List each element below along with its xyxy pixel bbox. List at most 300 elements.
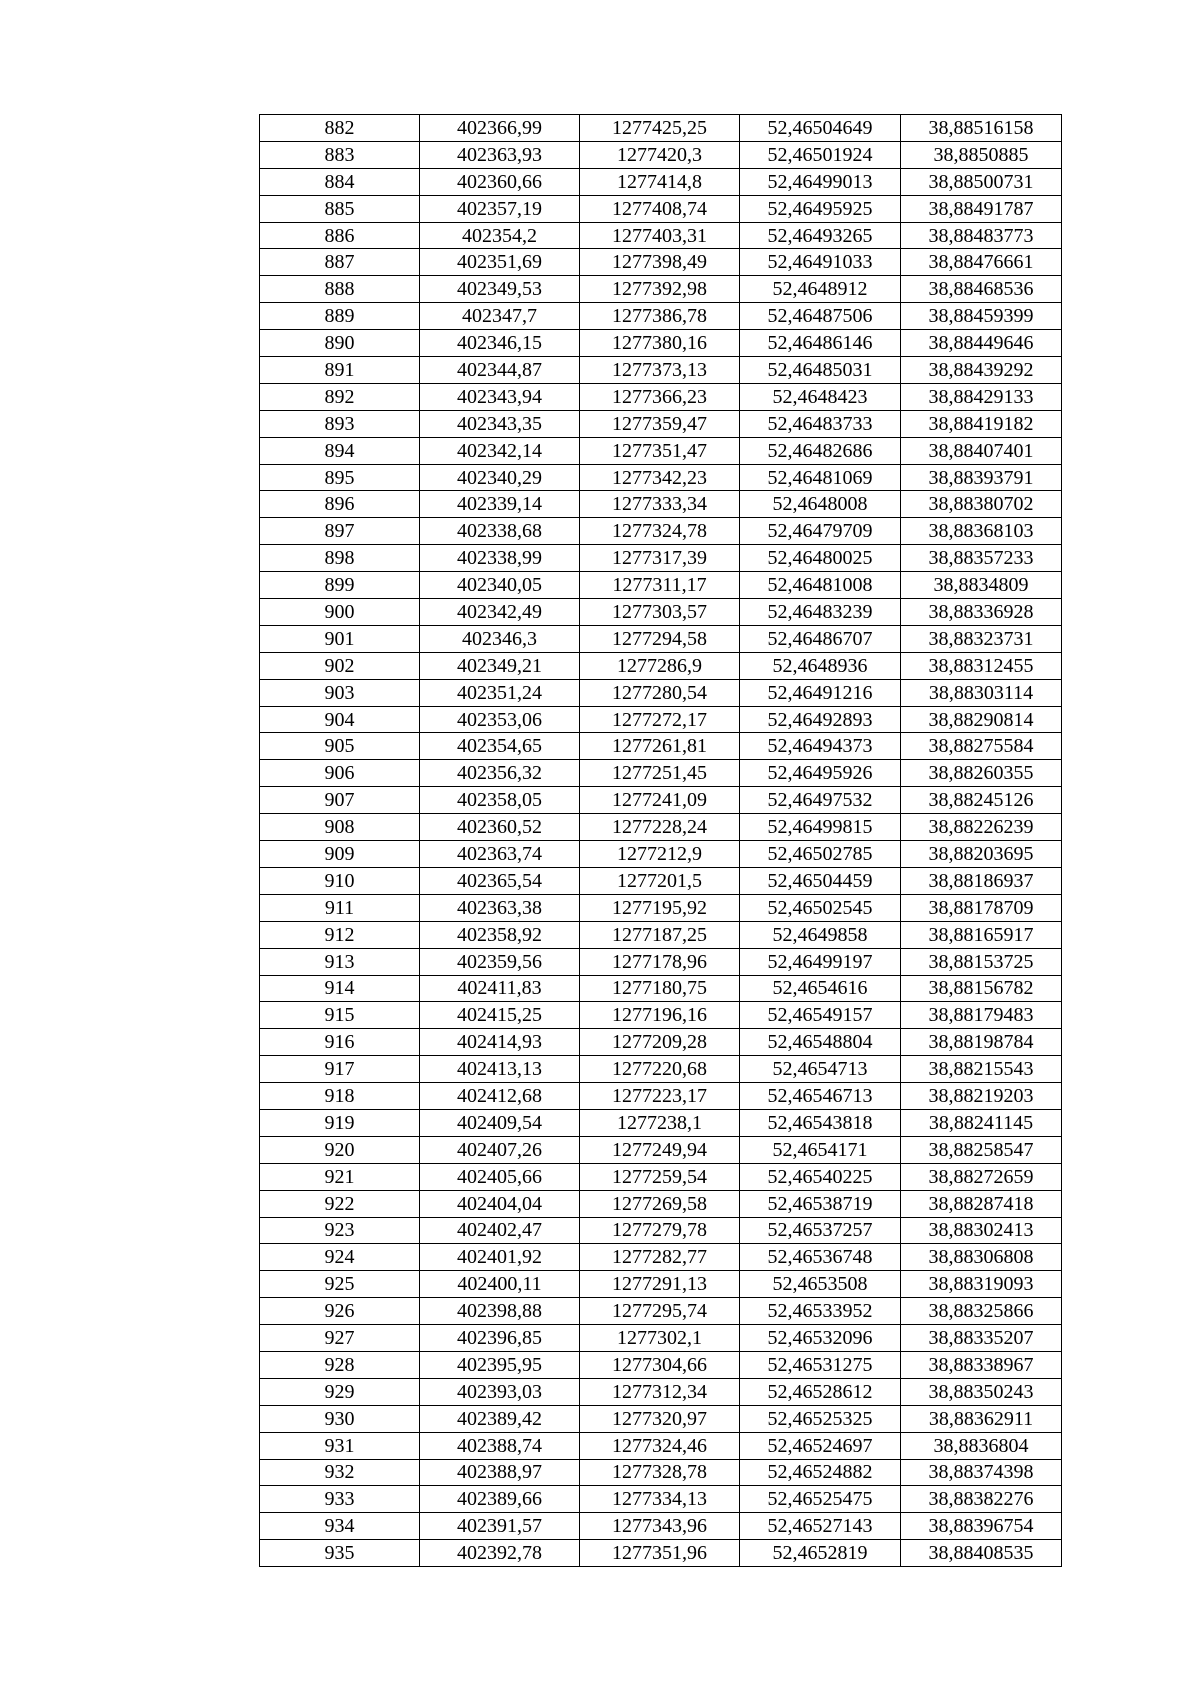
- longitude-cell: 38,88407401: [901, 437, 1062, 464]
- latitude-cell: 52,46499013: [740, 168, 901, 195]
- x-coordinate-cell: 402412,68: [420, 1083, 580, 1110]
- y-coordinate-cell: 1277320,97: [580, 1405, 740, 1432]
- longitude-cell: 38,88408535: [901, 1540, 1062, 1567]
- y-coordinate-cell: 1277317,39: [580, 545, 740, 572]
- point-number-cell: 899: [260, 572, 420, 599]
- longitude-cell: 38,88323731: [901, 625, 1062, 652]
- table-row: [260, 1163, 1062, 1190]
- latitude-cell: 52,4654616: [740, 975, 901, 1002]
- table-row: [260, 1029, 1062, 1056]
- y-coordinate-cell: 1277195,92: [580, 894, 740, 921]
- latitude-cell: 52,46524882: [740, 1459, 901, 1486]
- latitude-cell: 52,46485031: [740, 357, 901, 384]
- y-coordinate-cell: 1277343,96: [580, 1513, 740, 1540]
- table-row: [260, 357, 1062, 384]
- point-number-cell: 920: [260, 1136, 420, 1163]
- latitude-cell: 52,46525475: [740, 1486, 901, 1513]
- table-row: [260, 1083, 1062, 1110]
- table-row: [260, 168, 1062, 195]
- point-number-cell: 888: [260, 276, 420, 303]
- table-row: [260, 572, 1062, 599]
- y-coordinate-cell: 1277228,24: [580, 814, 740, 841]
- longitude-cell: 38,8836804: [901, 1432, 1062, 1459]
- point-number-cell: 914: [260, 975, 420, 1002]
- x-coordinate-cell: 402351,69: [420, 249, 580, 276]
- longitude-cell: 38,8834809: [901, 572, 1062, 599]
- longitude-cell: 38,88429133: [901, 383, 1062, 410]
- table-row: [260, 841, 1062, 868]
- y-coordinate-cell: 1277302,1: [580, 1325, 740, 1352]
- longitude-cell: 38,88226239: [901, 814, 1062, 841]
- latitude-cell: 52,46531275: [740, 1351, 901, 1378]
- latitude-cell: 52,46543818: [740, 1109, 901, 1136]
- x-coordinate-cell: 402398,88: [420, 1298, 580, 1325]
- latitude-cell: 52,46482686: [740, 437, 901, 464]
- table-row: [260, 625, 1062, 652]
- latitude-cell: 52,46533952: [740, 1298, 901, 1325]
- table-row: [260, 195, 1062, 222]
- latitude-cell: 52,46502785: [740, 841, 901, 868]
- x-coordinate-cell: 402339,14: [420, 491, 580, 518]
- y-coordinate-cell: 1277408,74: [580, 195, 740, 222]
- table-row: [260, 410, 1062, 437]
- point-number-cell: 916: [260, 1029, 420, 1056]
- x-coordinate-cell: 402405,66: [420, 1163, 580, 1190]
- y-coordinate-cell: 1277380,16: [580, 330, 740, 357]
- x-coordinate-cell: 402415,25: [420, 1002, 580, 1029]
- longitude-cell: 38,88186937: [901, 867, 1062, 894]
- x-coordinate-cell: 402411,83: [420, 975, 580, 1002]
- x-coordinate-cell: 402349,53: [420, 276, 580, 303]
- table-row: [260, 1405, 1062, 1432]
- table-row: [260, 894, 1062, 921]
- table-row: [260, 652, 1062, 679]
- longitude-cell: 38,88336928: [901, 599, 1062, 626]
- x-coordinate-cell: 402389,42: [420, 1405, 580, 1432]
- point-number-cell: 892: [260, 383, 420, 410]
- longitude-cell: 38,88178709: [901, 894, 1062, 921]
- table-row: [260, 1486, 1062, 1513]
- y-coordinate-cell: 1277209,28: [580, 1029, 740, 1056]
- point-number-cell: 915: [260, 1002, 420, 1029]
- x-coordinate-cell: 402347,7: [420, 303, 580, 330]
- x-coordinate-cell: 402340,29: [420, 464, 580, 491]
- latitude-cell: 52,46504459: [740, 867, 901, 894]
- x-coordinate-cell: 402395,95: [420, 1351, 580, 1378]
- y-coordinate-cell: 1277373,13: [580, 357, 740, 384]
- y-coordinate-cell: 1277249,94: [580, 1136, 740, 1163]
- latitude-cell: 52,46493265: [740, 222, 901, 249]
- point-number-cell: 910: [260, 867, 420, 894]
- x-coordinate-cell: 402402,47: [420, 1217, 580, 1244]
- y-coordinate-cell: 1277280,54: [580, 679, 740, 706]
- y-coordinate-cell: 1277282,77: [580, 1244, 740, 1271]
- latitude-cell: 52,46483733: [740, 410, 901, 437]
- y-coordinate-cell: 1277392,98: [580, 276, 740, 303]
- x-coordinate-cell: 402391,57: [420, 1513, 580, 1540]
- x-coordinate-cell: 402407,26: [420, 1136, 580, 1163]
- longitude-cell: 38,88382276: [901, 1486, 1062, 1513]
- point-number-cell: 918: [260, 1083, 420, 1110]
- latitude-cell: 52,46494373: [740, 733, 901, 760]
- table-row: [260, 1351, 1062, 1378]
- point-number-cell: 901: [260, 625, 420, 652]
- x-coordinate-cell: 402388,74: [420, 1432, 580, 1459]
- y-coordinate-cell: 1277351,47: [580, 437, 740, 464]
- latitude-cell: 52,4654713: [740, 1056, 901, 1083]
- x-coordinate-cell: 402343,35: [420, 410, 580, 437]
- point-number-cell: 924: [260, 1244, 420, 1271]
- latitude-cell: 52,46481069: [740, 464, 901, 491]
- y-coordinate-cell: 1277238,1: [580, 1109, 740, 1136]
- longitude-cell: 38,88374398: [901, 1459, 1062, 1486]
- longitude-cell: 38,88483773: [901, 222, 1062, 249]
- longitude-cell: 38,88179483: [901, 1002, 1062, 1029]
- table-row: [260, 141, 1062, 168]
- latitude-cell: 52,4648423: [740, 383, 901, 410]
- x-coordinate-cell: 402358,92: [420, 921, 580, 948]
- table-row: [260, 115, 1062, 142]
- table-row: [260, 814, 1062, 841]
- table-row: [260, 491, 1062, 518]
- latitude-cell: 52,46527143: [740, 1513, 901, 1540]
- x-coordinate-cell: 402360,52: [420, 814, 580, 841]
- table-row: [260, 787, 1062, 814]
- longitude-cell: 38,88306808: [901, 1244, 1062, 1271]
- y-coordinate-cell: 1277333,34: [580, 491, 740, 518]
- y-coordinate-cell: 1277342,23: [580, 464, 740, 491]
- latitude-cell: 52,46480025: [740, 545, 901, 572]
- x-coordinate-cell: 402358,05: [420, 787, 580, 814]
- table-row: [260, 249, 1062, 276]
- point-number-cell: 890: [260, 330, 420, 357]
- longitude-cell: 38,88449646: [901, 330, 1062, 357]
- point-number-cell: 896: [260, 491, 420, 518]
- longitude-cell: 38,8850885: [901, 141, 1062, 168]
- point-number-cell: 921: [260, 1163, 420, 1190]
- point-number-cell: 891: [260, 357, 420, 384]
- longitude-cell: 38,88357233: [901, 545, 1062, 572]
- table-row: [260, 733, 1062, 760]
- latitude-cell: 52,46486146: [740, 330, 901, 357]
- longitude-cell: 38,88350243: [901, 1378, 1062, 1405]
- point-number-cell: 907: [260, 787, 420, 814]
- longitude-cell: 38,88476661: [901, 249, 1062, 276]
- x-coordinate-cell: 402363,93: [420, 141, 580, 168]
- y-coordinate-cell: 1277212,9: [580, 841, 740, 868]
- y-coordinate-cell: 1277366,23: [580, 383, 740, 410]
- latitude-cell: 52,46540225: [740, 1163, 901, 1190]
- x-coordinate-cell: 402401,92: [420, 1244, 580, 1271]
- point-number-cell: 894: [260, 437, 420, 464]
- table-row: [260, 948, 1062, 975]
- longitude-cell: 38,88319093: [901, 1271, 1062, 1298]
- table-row: [260, 222, 1062, 249]
- x-coordinate-cell: 402338,99: [420, 545, 580, 572]
- table-row: [260, 1217, 1062, 1244]
- x-coordinate-cell: 402349,21: [420, 652, 580, 679]
- y-coordinate-cell: 1277420,3: [580, 141, 740, 168]
- table-row: [260, 437, 1062, 464]
- longitude-cell: 38,88290814: [901, 706, 1062, 733]
- point-number-cell: 933: [260, 1486, 420, 1513]
- x-coordinate-cell: 402344,87: [420, 357, 580, 384]
- latitude-cell: 52,46481008: [740, 572, 901, 599]
- x-coordinate-cell: 402351,24: [420, 679, 580, 706]
- longitude-cell: 38,88241145: [901, 1109, 1062, 1136]
- y-coordinate-cell: 1277291,13: [580, 1271, 740, 1298]
- y-coordinate-cell: 1277180,75: [580, 975, 740, 1002]
- table-row: [260, 706, 1062, 733]
- x-coordinate-cell: 402365,54: [420, 867, 580, 894]
- y-coordinate-cell: 1277351,96: [580, 1540, 740, 1567]
- point-number-cell: 900: [260, 599, 420, 626]
- latitude-cell: 52,46524697: [740, 1432, 901, 1459]
- y-coordinate-cell: 1277324,46: [580, 1432, 740, 1459]
- y-coordinate-cell: 1277261,81: [580, 733, 740, 760]
- x-coordinate-cell: 402409,54: [420, 1109, 580, 1136]
- latitude-cell: 52,46538719: [740, 1190, 901, 1217]
- longitude-cell: 38,88245126: [901, 787, 1062, 814]
- point-number-cell: 923: [260, 1217, 420, 1244]
- longitude-cell: 38,88258547: [901, 1136, 1062, 1163]
- latitude-cell: 52,46549157: [740, 1002, 901, 1029]
- point-number-cell: 889: [260, 303, 420, 330]
- y-coordinate-cell: 1277272,17: [580, 706, 740, 733]
- latitude-cell: 52,4648008: [740, 491, 901, 518]
- table-row: [260, 1190, 1062, 1217]
- x-coordinate-cell: 402354,65: [420, 733, 580, 760]
- point-number-cell: 897: [260, 518, 420, 545]
- point-number-cell: 913: [260, 948, 420, 975]
- coordinates-table: [259, 114, 1062, 1567]
- latitude-cell: 52,4653508: [740, 1271, 901, 1298]
- longitude-cell: 38,88439292: [901, 357, 1062, 384]
- longitude-cell: 38,88153725: [901, 948, 1062, 975]
- table-row: [260, 1109, 1062, 1136]
- latitude-cell: 52,46495925: [740, 195, 901, 222]
- point-number-cell: 926: [260, 1298, 420, 1325]
- x-coordinate-cell: 402343,94: [420, 383, 580, 410]
- latitude-cell: 52,46525325: [740, 1405, 901, 1432]
- point-number-cell: 929: [260, 1378, 420, 1405]
- latitude-cell: 52,46504649: [740, 115, 901, 142]
- point-number-cell: 905: [260, 733, 420, 760]
- table-row: [260, 545, 1062, 572]
- point-number-cell: 906: [260, 760, 420, 787]
- table-row: [260, 1271, 1062, 1298]
- latitude-cell: 52,46548804: [740, 1029, 901, 1056]
- longitude-cell: 38,88491787: [901, 195, 1062, 222]
- point-number-cell: 932: [260, 1459, 420, 1486]
- x-coordinate-cell: 402338,68: [420, 518, 580, 545]
- x-coordinate-cell: 402342,14: [420, 437, 580, 464]
- point-number-cell: 885: [260, 195, 420, 222]
- point-number-cell: 934: [260, 1513, 420, 1540]
- x-coordinate-cell: 402359,56: [420, 948, 580, 975]
- longitude-cell: 38,88198784: [901, 1029, 1062, 1056]
- x-coordinate-cell: 402396,85: [420, 1325, 580, 1352]
- x-coordinate-cell: 402404,04: [420, 1190, 580, 1217]
- longitude-cell: 38,88500731: [901, 168, 1062, 195]
- latitude-cell: 52,46491216: [740, 679, 901, 706]
- table-row: [260, 383, 1062, 410]
- longitude-cell: 38,88312455: [901, 652, 1062, 679]
- y-coordinate-cell: 1277386,78: [580, 303, 740, 330]
- x-coordinate-cell: 402366,99: [420, 115, 580, 142]
- latitude-cell: 52,46483239: [740, 599, 901, 626]
- x-coordinate-cell: 402392,78: [420, 1540, 580, 1567]
- y-coordinate-cell: 1277196,16: [580, 1002, 740, 1029]
- longitude-cell: 38,88338967: [901, 1351, 1062, 1378]
- longitude-cell: 38,88287418: [901, 1190, 1062, 1217]
- longitude-cell: 38,88260355: [901, 760, 1062, 787]
- x-coordinate-cell: 402360,66: [420, 168, 580, 195]
- coordinates-table-body: [260, 115, 1062, 1567]
- point-number-cell: 925: [260, 1271, 420, 1298]
- point-number-cell: 935: [260, 1540, 420, 1567]
- y-coordinate-cell: 1277425,25: [580, 115, 740, 142]
- x-coordinate-cell: 402389,66: [420, 1486, 580, 1513]
- latitude-cell: 52,4649858: [740, 921, 901, 948]
- longitude-cell: 38,88380702: [901, 491, 1062, 518]
- x-coordinate-cell: 402342,49: [420, 599, 580, 626]
- longitude-cell: 38,88468536: [901, 276, 1062, 303]
- x-coordinate-cell: 402346,15: [420, 330, 580, 357]
- latitude-cell: 52,46495926: [740, 760, 901, 787]
- longitude-cell: 38,88272659: [901, 1163, 1062, 1190]
- table-row: [260, 1513, 1062, 1540]
- table-row: [260, 1325, 1062, 1352]
- x-coordinate-cell: 402363,74: [420, 841, 580, 868]
- point-number-cell: 898: [260, 545, 420, 572]
- latitude-cell: 52,4648936: [740, 652, 901, 679]
- longitude-cell: 38,88203695: [901, 841, 1062, 868]
- y-coordinate-cell: 1277403,31: [580, 222, 740, 249]
- table-row: [260, 1002, 1062, 1029]
- table-row: [260, 1298, 1062, 1325]
- longitude-cell: 38,88219203: [901, 1083, 1062, 1110]
- y-coordinate-cell: 1277259,54: [580, 1163, 740, 1190]
- point-number-cell: 908: [260, 814, 420, 841]
- latitude-cell: 52,46537257: [740, 1217, 901, 1244]
- y-coordinate-cell: 1277220,68: [580, 1056, 740, 1083]
- x-coordinate-cell: 402363,38: [420, 894, 580, 921]
- y-coordinate-cell: 1277201,5: [580, 867, 740, 894]
- y-coordinate-cell: 1277269,58: [580, 1190, 740, 1217]
- y-coordinate-cell: 1277241,09: [580, 787, 740, 814]
- y-coordinate-cell: 1277251,45: [580, 760, 740, 787]
- latitude-cell: 52,4652819: [740, 1540, 901, 1567]
- longitude-cell: 38,88459399: [901, 303, 1062, 330]
- point-number-cell: 887: [260, 249, 420, 276]
- y-coordinate-cell: 1277311,17: [580, 572, 740, 599]
- point-number-cell: 903: [260, 679, 420, 706]
- y-coordinate-cell: 1277303,57: [580, 599, 740, 626]
- x-coordinate-cell: 402354,2: [420, 222, 580, 249]
- latitude-cell: 52,46487506: [740, 303, 901, 330]
- x-coordinate-cell: 402356,32: [420, 760, 580, 787]
- y-coordinate-cell: 1277359,47: [580, 410, 740, 437]
- table-row: [260, 1378, 1062, 1405]
- y-coordinate-cell: 1277398,49: [580, 249, 740, 276]
- table-row: [260, 1459, 1062, 1486]
- y-coordinate-cell: 1277334,13: [580, 1486, 740, 1513]
- latitude-cell: 52,46486707: [740, 625, 901, 652]
- table-row: [260, 303, 1062, 330]
- point-number-cell: 893: [260, 410, 420, 437]
- x-coordinate-cell: 402413,13: [420, 1056, 580, 1083]
- longitude-cell: 38,88165917: [901, 921, 1062, 948]
- longitude-cell: 38,88156782: [901, 975, 1062, 1002]
- longitude-cell: 38,88396754: [901, 1513, 1062, 1540]
- y-coordinate-cell: 1277304,66: [580, 1351, 740, 1378]
- latitude-cell: 52,46502545: [740, 894, 901, 921]
- longitude-cell: 38,88368103: [901, 518, 1062, 545]
- y-coordinate-cell: 1277328,78: [580, 1459, 740, 1486]
- latitude-cell: 52,46536748: [740, 1244, 901, 1271]
- latitude-cell: 52,46479709: [740, 518, 901, 545]
- y-coordinate-cell: 1277324,78: [580, 518, 740, 545]
- latitude-cell: 52,4648912: [740, 276, 901, 303]
- table-row: [260, 330, 1062, 357]
- x-coordinate-cell: 402414,93: [420, 1029, 580, 1056]
- latitude-cell: 52,46499197: [740, 948, 901, 975]
- longitude-cell: 38,88303114: [901, 679, 1062, 706]
- table-row: [260, 1136, 1062, 1163]
- longitude-cell: 38,88419182: [901, 410, 1062, 437]
- table-row: [260, 276, 1062, 303]
- x-coordinate-cell: 402400,11: [420, 1271, 580, 1298]
- longitude-cell: 38,88215543: [901, 1056, 1062, 1083]
- table-row: [260, 867, 1062, 894]
- table-row: [260, 518, 1062, 545]
- latitude-cell: 52,46499815: [740, 814, 901, 841]
- point-number-cell: 904: [260, 706, 420, 733]
- point-number-cell: 917: [260, 1056, 420, 1083]
- x-coordinate-cell: 402346,3: [420, 625, 580, 652]
- latitude-cell: 52,46497532: [740, 787, 901, 814]
- point-number-cell: 902: [260, 652, 420, 679]
- table-row: [260, 1056, 1062, 1083]
- table-row: [260, 1244, 1062, 1271]
- longitude-cell: 38,88393791: [901, 464, 1062, 491]
- point-number-cell: 930: [260, 1405, 420, 1432]
- y-coordinate-cell: 1277178,96: [580, 948, 740, 975]
- longitude-cell: 38,88325866: [901, 1298, 1062, 1325]
- point-number-cell: 882: [260, 115, 420, 142]
- latitude-cell: 52,4654171: [740, 1136, 901, 1163]
- table-row: [260, 599, 1062, 626]
- x-coordinate-cell: 402357,19: [420, 195, 580, 222]
- longitude-cell: 38,88302413: [901, 1217, 1062, 1244]
- longitude-cell: 38,88516158: [901, 115, 1062, 142]
- x-coordinate-cell: 402353,06: [420, 706, 580, 733]
- latitude-cell: 52,46492893: [740, 706, 901, 733]
- y-coordinate-cell: 1277295,74: [580, 1298, 740, 1325]
- latitude-cell: 52,46532096: [740, 1325, 901, 1352]
- x-coordinate-cell: 402340,05: [420, 572, 580, 599]
- table-row: [260, 1540, 1062, 1567]
- table-row: [260, 760, 1062, 787]
- x-coordinate-cell: 402393,03: [420, 1378, 580, 1405]
- point-number-cell: 886: [260, 222, 420, 249]
- y-coordinate-cell: 1277223,17: [580, 1083, 740, 1110]
- point-number-cell: 895: [260, 464, 420, 491]
- longitude-cell: 38,88275584: [901, 733, 1062, 760]
- point-number-cell: 931: [260, 1432, 420, 1459]
- table-row: [260, 679, 1062, 706]
